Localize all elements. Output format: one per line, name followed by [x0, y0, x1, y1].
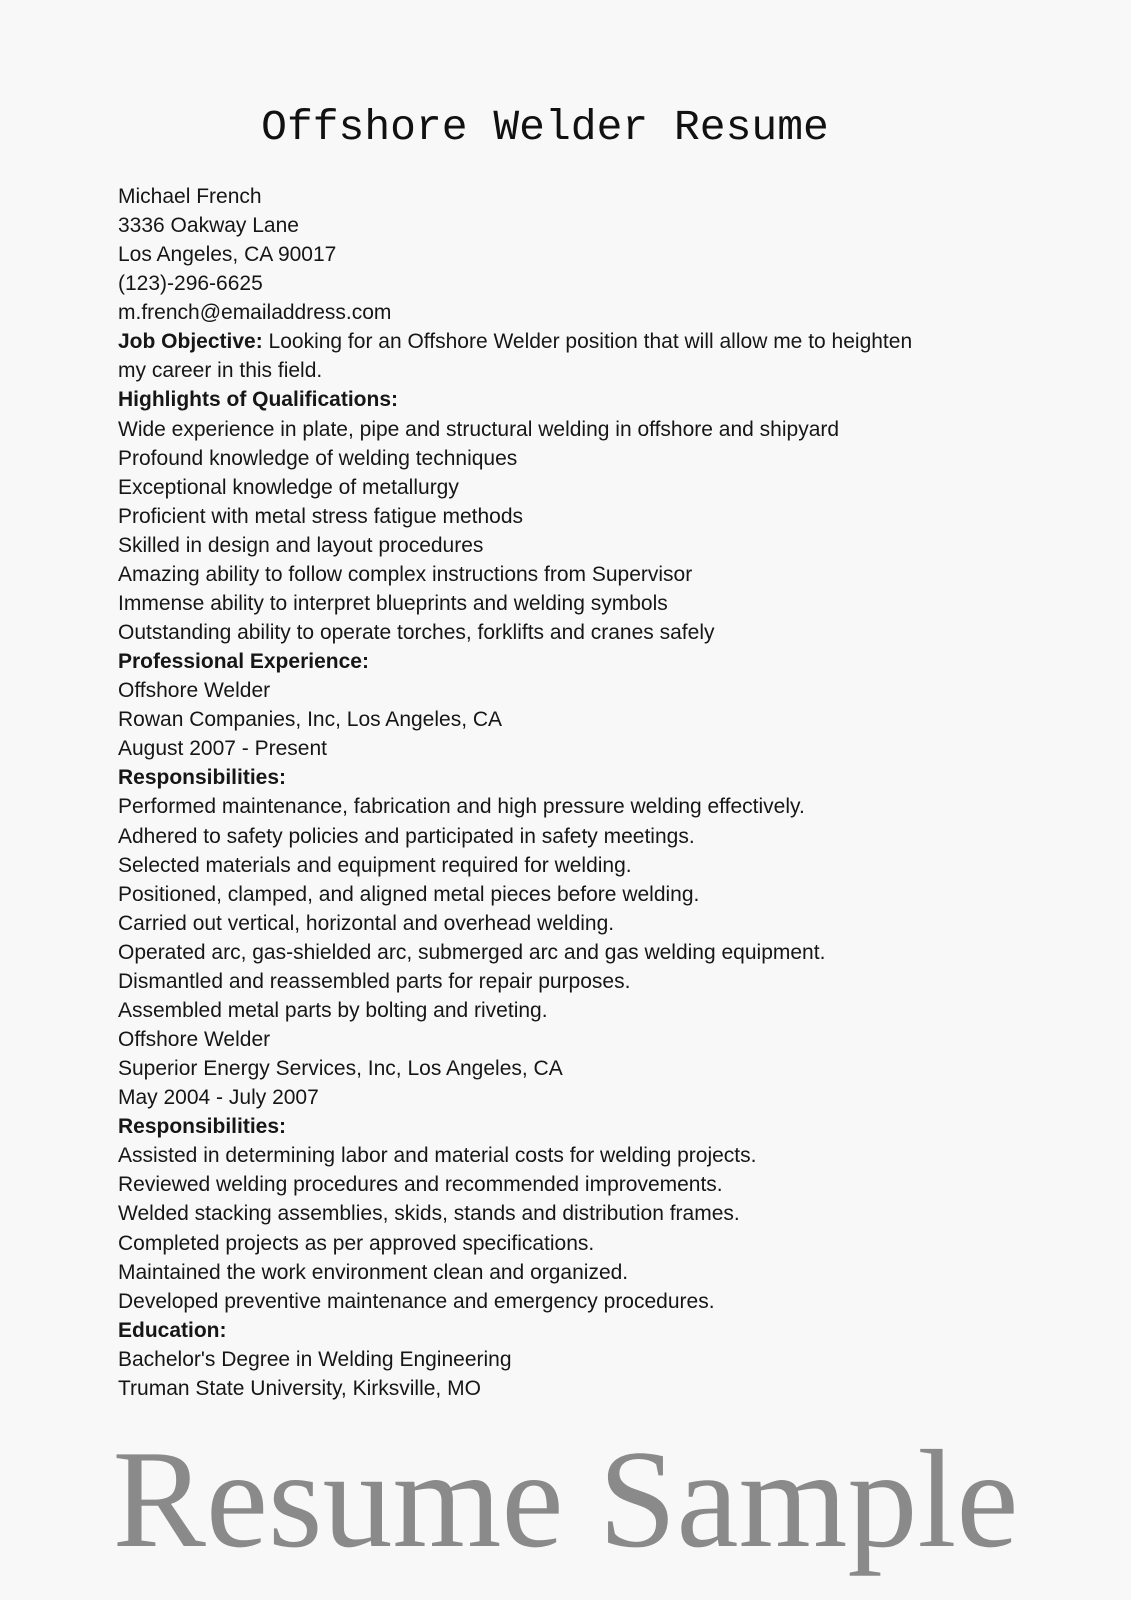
section-heading	[118, 1317, 227, 1345]
line-text: May 2004 - July 2007	[118, 1086, 319, 1110]
line-text: Rowan Companies, Inc, Los Angeles, CA	[118, 708, 503, 732]
line-text: Superior Energy Services, Inc, Los Angeles, CA	[118, 1057, 563, 1081]
line-text: Outstanding ability to operate torches, forklifts and cranes safely	[118, 621, 715, 645]
resume-line	[118, 416, 839, 444]
line-text: Looking for an Offshore Welder position that will allow me to heighten	[262, 330, 913, 354]
resume-line	[118, 590, 668, 618]
line-label: Responsibilities:	[118, 766, 287, 790]
line-text: Bachelor's Degree in Welding Engineering	[118, 1347, 512, 1371]
resume-line	[118, 1230, 594, 1258]
line-text: Michael French	[118, 185, 262, 208]
line-text: Profound knowledge of welding techniques	[118, 446, 518, 470]
resume-line	[118, 1200, 740, 1228]
resume-line	[118, 939, 825, 967]
resume-line	[118, 241, 336, 269]
line-text: Dismantled and reassembled parts for repair purposes.	[118, 969, 631, 993]
resume-line	[118, 1026, 270, 1054]
resume-line	[118, 1346, 512, 1374]
line-label: Responsibilities:	[118, 1115, 287, 1139]
resume-line	[118, 706, 502, 734]
resume-line	[118, 445, 517, 473]
line-text: Offshore Welder	[118, 679, 271, 703]
section-heading	[118, 648, 369, 676]
resume-line	[118, 677, 270, 705]
resume-line	[118, 357, 322, 385]
resume-line	[118, 619, 714, 647]
line-text: (123)-296-6625	[118, 272, 263, 296]
line-text: Wide experience in plate, pipe and structural welding in offshore and shipyard	[118, 417, 840, 441]
resume-line	[118, 881, 699, 909]
line-text: Reviewed welding procedures and recommended improvements.	[118, 1173, 723, 1197]
resume-line	[118, 532, 483, 560]
watermark: Resume Sample	[112, 1422, 1019, 1577]
section-heading	[118, 764, 286, 792]
resume-line	[118, 474, 459, 502]
line-text: Operated arc, gas-shielded arc, submerged arc and gas welding equipment.	[118, 940, 826, 964]
line-text: Assembled metal parts by bolting and riveting.	[118, 998, 548, 1022]
resume-line	[118, 183, 262, 211]
line-text: 3336 Oakway Lane	[118, 214, 299, 238]
resume-line	[118, 299, 391, 327]
line-text: Carried out vertical, horizontal and overhead welding.	[118, 911, 615, 935]
line-text: my career in this field.	[118, 359, 323, 383]
resume-line	[118, 1375, 481, 1403]
section-heading	[118, 386, 398, 414]
resume-line	[118, 735, 327, 763]
resume-line	[118, 1055, 563, 1083]
resume-line	[118, 1259, 628, 1287]
resume-line	[118, 997, 548, 1025]
resume-line	[118, 910, 614, 938]
line-text: Amazing ability to follow complex instructions from Supervisor	[118, 562, 693, 586]
resume-line	[118, 823, 695, 851]
line-text: Completed projects as per approved specifications.	[118, 1231, 595, 1255]
line-label: Education:	[118, 1318, 227, 1342]
line-text: Maintained the work environment clean and organized.	[118, 1260, 629, 1284]
line-text: Welded stacking assemblies, skids, stands and distribution frames.	[118, 1202, 740, 1226]
line-text: m.french@emailaddress.com	[118, 301, 392, 325]
line-text: Truman State University, Kirksville, MO	[118, 1376, 481, 1400]
line-text: Developed preventive maintenance and emergency procedures.	[118, 1289, 715, 1313]
line-text: Skilled in design and layout procedures	[118, 533, 484, 557]
section-heading	[118, 1113, 286, 1141]
line-label: Professional Experience:	[118, 650, 369, 674]
line-text: Los Angeles, CA 90017	[118, 243, 337, 267]
resume-line	[118, 1142, 756, 1170]
resume-line	[118, 1171, 723, 1199]
resume-line	[118, 270, 263, 298]
line-text: Immense ability to interpret blueprints and welding symbols	[118, 591, 668, 615]
resume-line	[118, 1084, 319, 1112]
line-text: Adhered to safety policies and participated in safety meetings.	[118, 824, 695, 848]
line-text: Assisted in determining labor and material costs for welding projects.	[118, 1144, 757, 1168]
line-text: Exceptional knowledge of metallurgy	[118, 475, 459, 499]
line-text: Positioned, clamped, and aligned metal pieces before welding.	[118, 882, 700, 906]
line-text: Performed maintenance, fabrication and high pressure welding effectively.	[118, 795, 805, 819]
resume-line	[118, 561, 692, 589]
line-text: Proficient with metal stress fatigue methods	[118, 504, 524, 528]
line-text: Offshore Welder	[118, 1028, 271, 1052]
resume-line	[118, 1288, 715, 1316]
resume-line	[118, 212, 299, 240]
document-title: Offshore Welder Resume	[261, 103, 829, 152]
resume-line	[118, 328, 912, 356]
resume-line	[118, 852, 632, 880]
resume-line	[118, 793, 805, 821]
line-label: Job Objective:	[118, 330, 263, 354]
line-text: August 2007 - Present	[118, 737, 327, 761]
line-label: Highlights of Qualifications:	[118, 388, 398, 412]
line-text: Selected materials and equipment required for welding.	[118, 853, 632, 877]
resume-line	[118, 968, 630, 996]
resume-line	[118, 503, 523, 531]
